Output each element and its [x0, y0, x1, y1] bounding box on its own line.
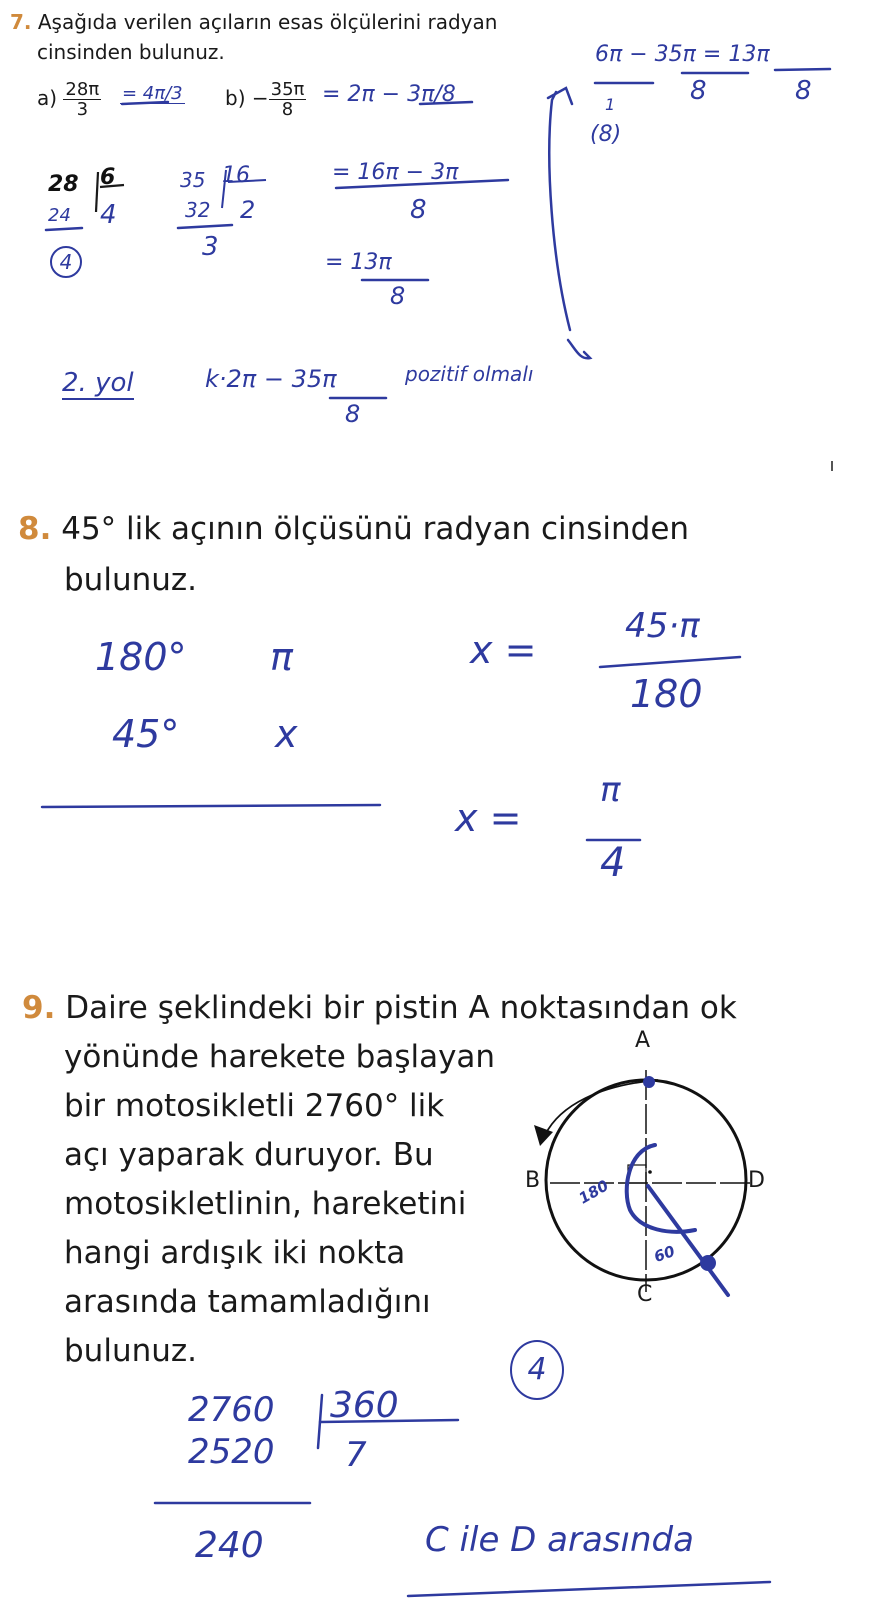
hw-q8-eq1-num: 45·π	[625, 606, 700, 646]
question-9-text-6: arasında tamamladığını	[64, 1284, 431, 1320]
hw-div35-quot: 2	[240, 196, 256, 224]
hw-method2-note: pozitif olmalı	[405, 362, 534, 386]
hw-q8-row1-left: 180°	[95, 635, 187, 679]
hw-b-answer: = 2π − 3π/8	[322, 82, 456, 107]
part-a-numerator: 28π	[65, 79, 100, 100]
question-9-text-1: yönünde harekete başlayan	[64, 1039, 496, 1075]
hw-q9-dividend: 2760	[188, 1390, 275, 1430]
hw-q9-subtracted: 2520	[188, 1432, 275, 1472]
point-a-label: A	[635, 1028, 651, 1053]
hw-q8-eq1-den: 180	[630, 672, 703, 716]
hw-alt-den-mid: 8	[690, 76, 707, 106]
hw-step2-den: 8	[390, 282, 406, 310]
question-8-number: 8.	[18, 511, 52, 547]
hw-q8-eq1-left: x =	[470, 628, 537, 672]
hw-a-answer: = 4π/3	[122, 82, 183, 104]
hw-div28-quot: 4	[100, 200, 117, 230]
hw-q8-eq2-den: 4	[600, 840, 626, 886]
hw-q8-eq2-left: x =	[455, 796, 522, 840]
hw-alt-top: 6π − 35π = 13π	[595, 42, 770, 67]
hw-angle-180: 180	[575, 1176, 612, 1208]
question-8-text: 45° lik açının ölçüsünü radyan cinsinden	[61, 511, 690, 547]
question-7-number: 7.	[10, 10, 32, 34]
part-b-label: b)	[225, 86, 246, 110]
hw-step1-den: 8	[410, 195, 427, 225]
question-9-text-4: motosikletlinin, hareketini	[64, 1186, 467, 1222]
hw-method2-den: 8	[345, 400, 361, 428]
stray-mark	[831, 461, 833, 471]
hw-step2-num: = 13π	[325, 250, 392, 275]
hw-alt-den-left: 1	[605, 95, 616, 114]
part-b-sign: −	[251, 86, 269, 110]
question-9-text-5: hangi ardışık iki nokta	[64, 1235, 406, 1271]
part-b-denominator: 8	[281, 99, 294, 120]
hw-div28-sub: 24	[48, 205, 71, 226]
hw-q9-divisor: 360	[330, 1385, 399, 1426]
hw-q8-row2-left: 45°	[112, 712, 180, 756]
question-7-line2: cinsinden bulunuz.	[37, 40, 225, 64]
part-a-denominator: 3	[76, 99, 89, 120]
point-d-label: D	[748, 1168, 765, 1193]
part-a-label: a)	[37, 86, 58, 110]
question-7-text: Aşağıda verilen açıların esas ölçülerini radyan	[37, 10, 498, 34]
point-b-label: B	[525, 1168, 541, 1193]
hw-alt-den-right: 8	[795, 76, 812, 106]
hw-method2-expr: k·2π − 35π	[205, 365, 337, 393]
point-c-label: C	[637, 1282, 653, 1307]
hw-alt-multiplier: (8)	[590, 122, 622, 147]
hw-q8-eq2-num: π	[600, 770, 621, 810]
part-b-numerator: 35π	[270, 79, 305, 100]
hw-div35-dividend: 35	[180, 168, 206, 192]
hw-q8-row1-right: π	[270, 635, 293, 679]
hw-step1-num: = 16π − 3π	[332, 160, 459, 185]
hw-div28-divisor: 6	[100, 165, 116, 190]
hw-method2-label: 2. yol	[62, 368, 134, 398]
hw-div35-rem: 3	[202, 232, 219, 262]
question-9-text-0: Daire şeklindeki bir pistin A noktasından ok	[65, 990, 737, 1026]
question-9-number: 9.	[22, 990, 56, 1026]
hw-div35-sub: 32	[185, 198, 211, 222]
hw-div35-divisor: 16	[222, 163, 250, 188]
hw-angle-60: 60	[651, 1241, 678, 1267]
hw-q9-remainder: 240	[195, 1525, 264, 1566]
hw-div28-rem-circled: 4	[50, 246, 82, 278]
hw-q9-answer: C ile D arasında	[425, 1520, 694, 1560]
question-9-text-2: bir motosikletli 2760° lik	[64, 1088, 445, 1124]
hw-div28-dividend: 28	[48, 172, 79, 197]
hw-q9-circled-quadrant: 4	[510, 1340, 564, 1400]
question-9-text-3: açı yaparak duruyor. Bu	[64, 1137, 434, 1173]
question-9-text-7: bulunuz.	[64, 1333, 198, 1369]
hw-q9-quotient: 7	[345, 1435, 367, 1475]
question-8-line2: bulunuz.	[64, 562, 198, 598]
hw-q8-row2-right: x	[275, 712, 298, 756]
